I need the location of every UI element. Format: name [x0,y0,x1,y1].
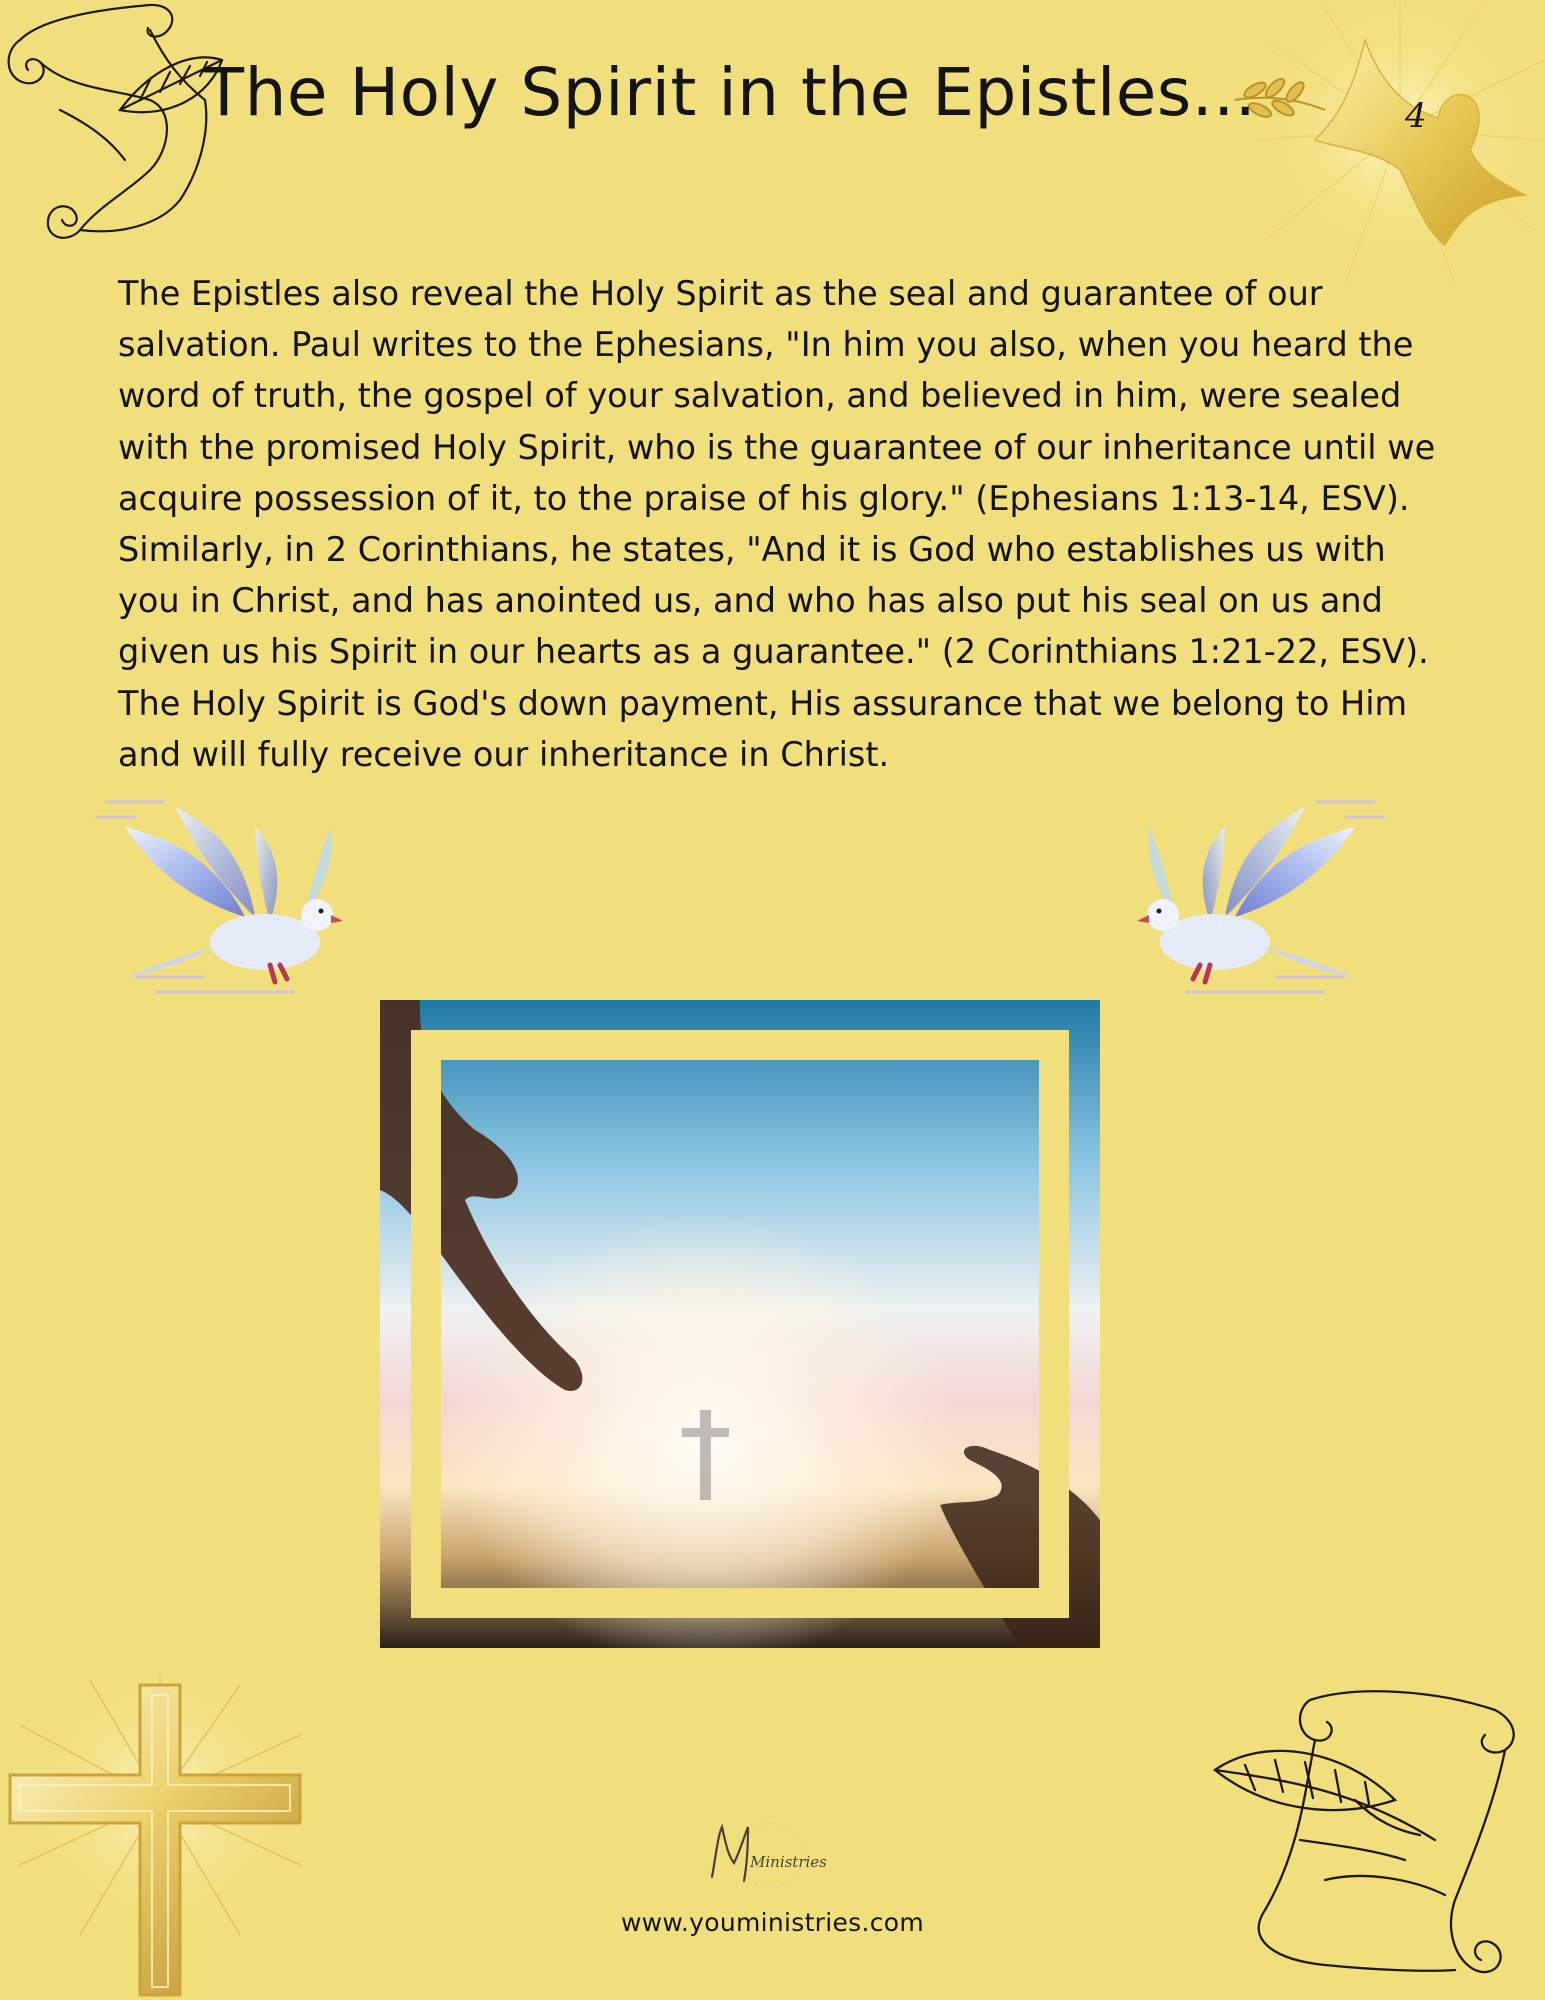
golden-dove-icon [1225,0,1545,285]
reaching-hands-cross-photo [380,1000,1100,1648]
white-dove-icon [1120,797,1385,1002]
body-paragraph: The Epistles also reveal the Holy Spirit as the seal and guarantee of our salvation. Paul writes to the Ephesians, "In him you also, when you heard the word of truth, the gospel of your salvation, and believed in him, were sealed with the promised Holy Spirit, who is the guarantee of our inheritance until we acquire possession of it, to the praise of his glory." (Ephesians 1:13-14, ESV). Similarly, in 2 Corinthians, he states, "And it is God who establishes us with you in Christ, and has anointed us, and who has also put his seal on us and given us his Spirit in our hearts as a guarantee." (2 Corinthians 1:21-22, ESV). The Holy Spirit is God's down payment, His assurance that we belong to Him and will fully receive our inheritance in Christ. [118,274,1436,774]
golden-cross-icon [0,1675,310,2000]
page-title: The Holy Spirit in the Epistles... [203,54,1257,131]
white-dove-icon [95,797,360,1002]
website-url[interactable]: www.youministries.com [620,1908,925,1937]
scroll-and-feather-icon [1205,1680,1535,2000]
page-number: 4 [1405,96,1427,136]
ministries-logo [700,1815,840,1895]
logo-text: Ministries [750,1853,827,1871]
